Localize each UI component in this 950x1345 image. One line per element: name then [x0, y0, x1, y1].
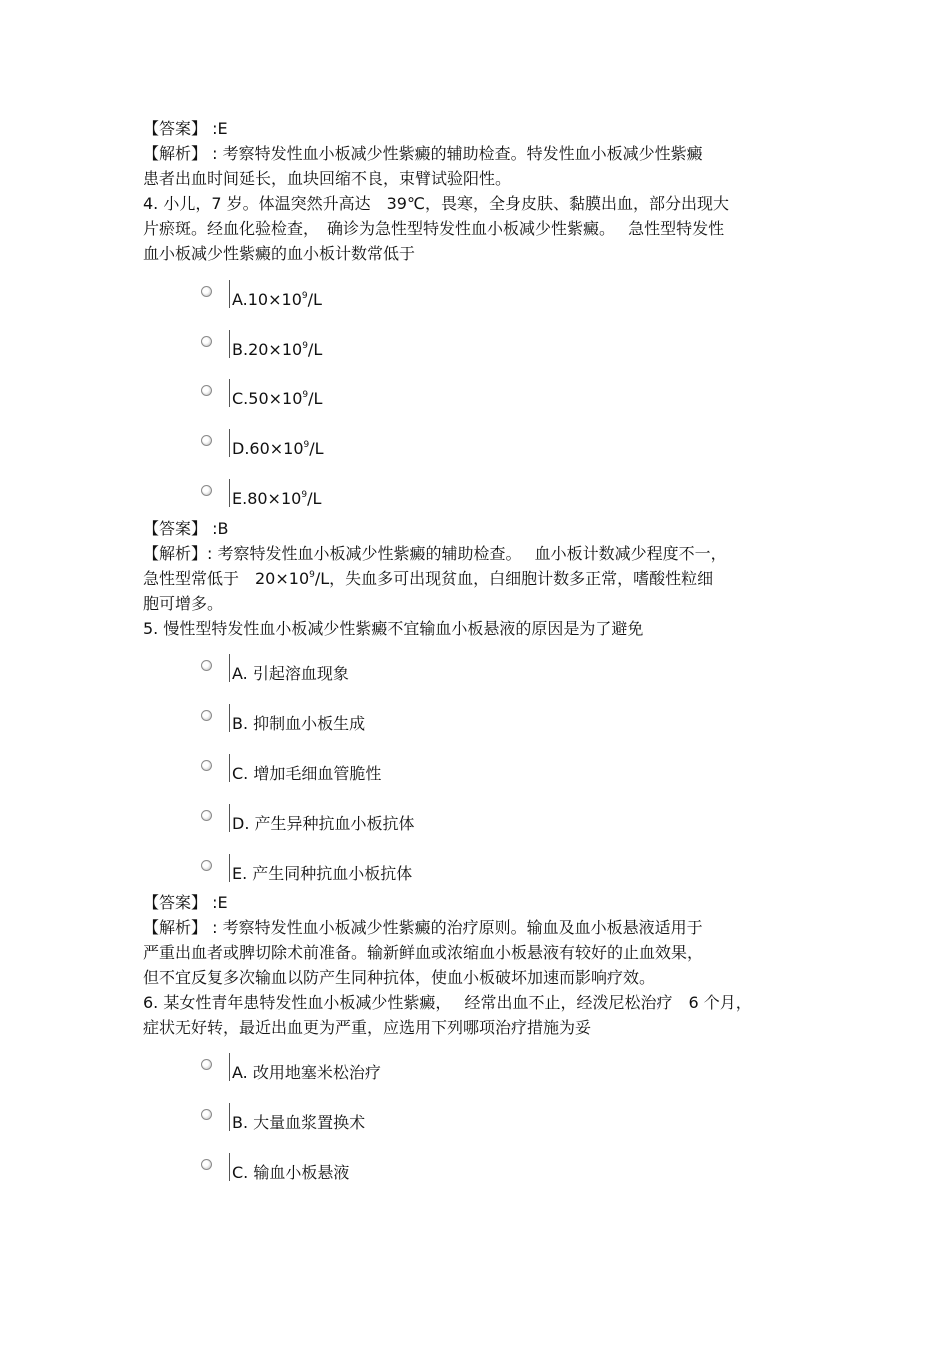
- text-cursor: [229, 1153, 230, 1181]
- q5-option-a[interactable]: [201, 652, 501, 692]
- text-cursor: [229, 330, 230, 358]
- option-label: A. 改用地塞米松治疗: [232, 1063, 381, 1082]
- radio-button[interactable]: [201, 760, 212, 771]
- radio-button[interactable]: [201, 810, 212, 821]
- option-label: $A.10\times 10^9/L$: [232, 290, 322, 309]
- q5-analysis-line-2: 严重出血者或脾切除术前准备。输新鲜血或浓缩血小板悬液有较好的止血效果，: [143, 943, 704, 962]
- q4-option-d[interactable]: [201, 427, 501, 467]
- q5-stem-line-1: 5. 慢性型特发性血小板减少性紫癜不宜输血小板悬液的原因是为了避免: [143, 619, 644, 638]
- option-label: B. 抑制血小板生成: [232, 714, 366, 733]
- text-cursor: [229, 804, 230, 832]
- option-label: $D.60\times 10^9/L$: [232, 439, 324, 458]
- text-cursor: [229, 754, 230, 782]
- radio-button[interactable]: [201, 286, 212, 297]
- radio-button[interactable]: [201, 660, 212, 671]
- q4-analysis-line-2: 急性型常低于 $20\times 10^9/L$，失血多可出现贫血，白细胞计数多正常，嗜酸性粒细: [143, 569, 714, 588]
- q3-analysis-line-1: 【解析】 : 考察特发性血小板减少性紫癜的辅助检查。特发性血小板减少性紫癜: [143, 144, 703, 163]
- option-label: D. 产生异种抗血小板抗体: [232, 814, 415, 833]
- option-label: $C.50\times 10^9/L$: [232, 389, 323, 408]
- radio-button[interactable]: [201, 385, 212, 396]
- text-cursor: [229, 429, 230, 457]
- q5-analysis-line-1: 【解析】 : 考察特发性血小板减少性紫癜的治疗原则。输血及血小板悬液适用于: [143, 918, 703, 937]
- text-cursor: [229, 1053, 230, 1081]
- text-cursor: [229, 704, 230, 732]
- text-cursor: [229, 479, 230, 507]
- radio-button[interactable]: [201, 1159, 212, 1170]
- q4-option-b[interactable]: [201, 328, 501, 368]
- option-label: $B.20\times 10^9/L$: [232, 340, 323, 359]
- radio-button[interactable]: [201, 710, 212, 721]
- q5-option-b[interactable]: [201, 702, 501, 742]
- q4-stem-line-3: 血小板减少性紫癜的血小板计数常低于: [143, 244, 416, 263]
- q6-option-a[interactable]: [201, 1051, 501, 1091]
- q5-option-d[interactable]: [201, 802, 501, 842]
- q6-option-b[interactable]: [201, 1101, 501, 1141]
- radio-button[interactable]: [201, 1109, 212, 1120]
- radio-button[interactable]: [201, 435, 212, 446]
- text-cursor: [229, 379, 230, 407]
- q5-option-e[interactable]: [201, 852, 501, 892]
- radio-button[interactable]: [201, 1059, 212, 1070]
- q4-answer: 【答案】 :B: [143, 519, 229, 538]
- q6-option-c[interactable]: [201, 1151, 501, 1191]
- option-label: C. 输血小板悬液: [232, 1163, 350, 1182]
- q6-stem-line-2: 症状无好转，最近出血更为严重，应选用下列哪项治疗措施为妥: [143, 1018, 592, 1037]
- option-label: B. 大量血浆置换术: [232, 1113, 366, 1132]
- q5-option-c[interactable]: [201, 752, 501, 792]
- q4-analysis-line-3: 胞可增多。: [143, 594, 224, 613]
- q3-answer: 【答案】 :E: [143, 119, 228, 138]
- radio-button[interactable]: [201, 485, 212, 496]
- q4-option-e[interactable]: [201, 477, 501, 517]
- text-cursor: [229, 1103, 230, 1131]
- q4-option-a[interactable]: [201, 278, 501, 318]
- option-label: $E.80\times 10^9/L$: [232, 489, 322, 508]
- radio-button[interactable]: [201, 336, 212, 347]
- option-label: C. 增加毛细血管脆性: [232, 764, 382, 783]
- text-cursor: [229, 654, 230, 682]
- radio-button[interactable]: [201, 860, 212, 871]
- text-cursor: [229, 854, 230, 882]
- option-label: A. 引起溶血现象: [232, 664, 349, 683]
- q4-analysis-line-1: 【解析】: 考察特发性血小板减少性紫癜的辅助检查。 血小板计数减少程度不一，: [143, 544, 727, 563]
- option-label: E. 产生同种抗血小板抗体: [232, 864, 413, 883]
- q4-stem-line-1: 4. 小儿，7 岁。体温突然升高达 39℃，畏寒，全身皮肤、黏膜出血，部分出现大: [143, 194, 729, 213]
- q4-stem-line-2: 片瘀斑。经血化验检查， 确诊为急性型特发性血小板减少性紫癜。 急性型特发性: [143, 219, 725, 238]
- q5-answer: 【答案】 :E: [143, 893, 228, 912]
- q4-option-c[interactable]: [201, 377, 501, 417]
- q5-analysis-line-3: 但不宜反复多次输血以防产生同种抗体，使血小板破坏加速而影响疗效。: [143, 968, 656, 987]
- q6-stem-line-1: 6. 某女性青年患特发性血小板减少性紫癜， 经常出血不止，经泼尼松治疗 6 个月，: [143, 993, 752, 1012]
- text-cursor: [229, 280, 230, 308]
- q3-analysis-line-2: 患者出血时间延长，血块回缩不良，束臂试验阳性。: [143, 169, 512, 188]
